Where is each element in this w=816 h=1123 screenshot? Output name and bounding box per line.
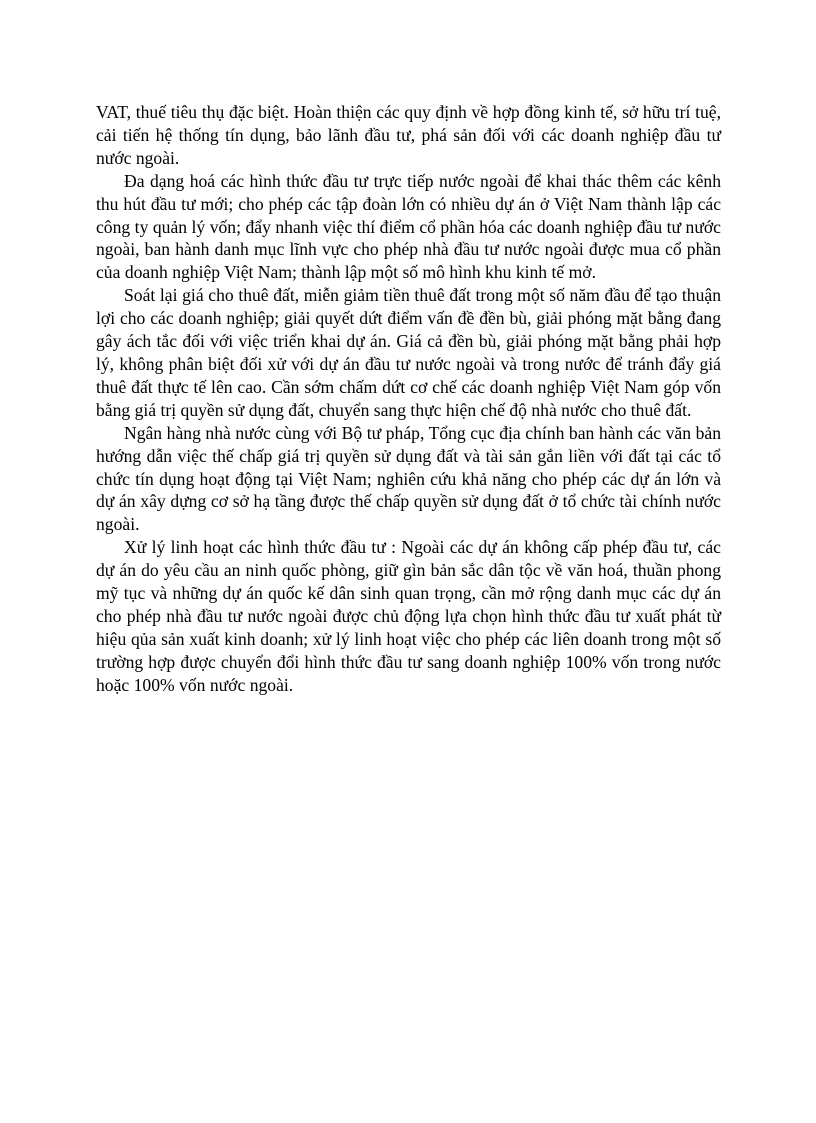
paragraph-vat-continuation: VAT, thuế tiêu thụ đặc biệt. Hoàn thiện các quy định về hợp đồng kinh tế, sở hữu trí tuệ, cải tiến hệ thống tín dụng, bảo lãnh đầu tư, phá sản đối với các doanh nghiệp đầu tư nước ngoài. xyxy=(96,102,721,168)
paragraph-flexible-investment-forms: Xử lý linh hoạt các hình thức đầu tư : Ngoài các dự án không cấp phép đầu tư, các dự án do yêu cầu an ninh quốc phòng, giữ gìn bản sắc dân tộc về văn hoá, thuần phong mỹ tục và những dự án quốc kế dân sinh quan trọng, cần mở rộng danh mục các dự án cho phép nhà đầu tư nước ngoài được chủ động lựa chọn hình thức đầu tư xuất phát từ hiệu qủa sản xuất kinh doanh; xử lý linh hoạt việc cho phép các liên doanh trong một số trường hợp được chuyển đổi hình thức đầu tư sang doanh nghiệp 100% vốn trong nước hoặc 100% vốn nước ngoài. xyxy=(96,537,721,695)
paragraph-state-bank-mortgage: Ngân hàng nhà nước cùng với Bộ tư pháp, Tổng cục địa chính ban hành các văn bản hướng dẫn việc thế chấp giá trị quyền sử dụng đất và tài sản gắn liền với đất tại các tổ chức tín dụng hoạt động tại Việt Nam; nghiên cứu khả năng cho phép các dự án lớn và dự án xây dựng cơ sở hạ tầng được thế chấp quyền sử dụng đất ở tổ chức tài chính nước ngoài. xyxy=(96,422,721,535)
paragraph-land-rental-review: Soát lại giá cho thuê đất, miễn giảm tiền thuê đất trong một số năm đầu để tạo thuận lợi cho các doanh nghiệp; giải quyết dứt điểm vấn đề đền bù, giải phóng mặt bằng đang gây ách tắc đối với việc triển khai dự án. Giá cả đền bù, giải phóng mặt bằng phải hợp lý, không phân biệt đối xử với dự án đầu tư nước ngoài và trong nước để tránh đẩy giá thuê đất thực tế lên cao. Cần sớm chấm dứt cơ chế các doanh nghiệp Việt Nam góp vốn bằng giá trị quyền sử dụng đất, chuyển sang thực hiện chế độ nhà nước cho thuê đất. xyxy=(96,285,721,420)
document-body xyxy=(96,101,721,697)
paragraph-diversify-investment-forms: Đa dạng hoá các hình thức đầu tư trực tiếp nước ngoài để khai thác thêm các kênh thu hút đầu tư mới; cho phép các tập đoàn lớn có nhiều dự án ở Việt Nam thành lập các công ty quản lý vốn; đẩy nhanh việc thí điểm cổ phần hóa các doanh nghiệp đầu tư nước ngoài, ban hành danh mục lĩnh vực cho phép nhà đầu tư nước ngoài được mua cổ phần của doanh nghiệp Việt Nam; thành lập một số mô hình khu kinh tế mở. xyxy=(96,170,721,283)
